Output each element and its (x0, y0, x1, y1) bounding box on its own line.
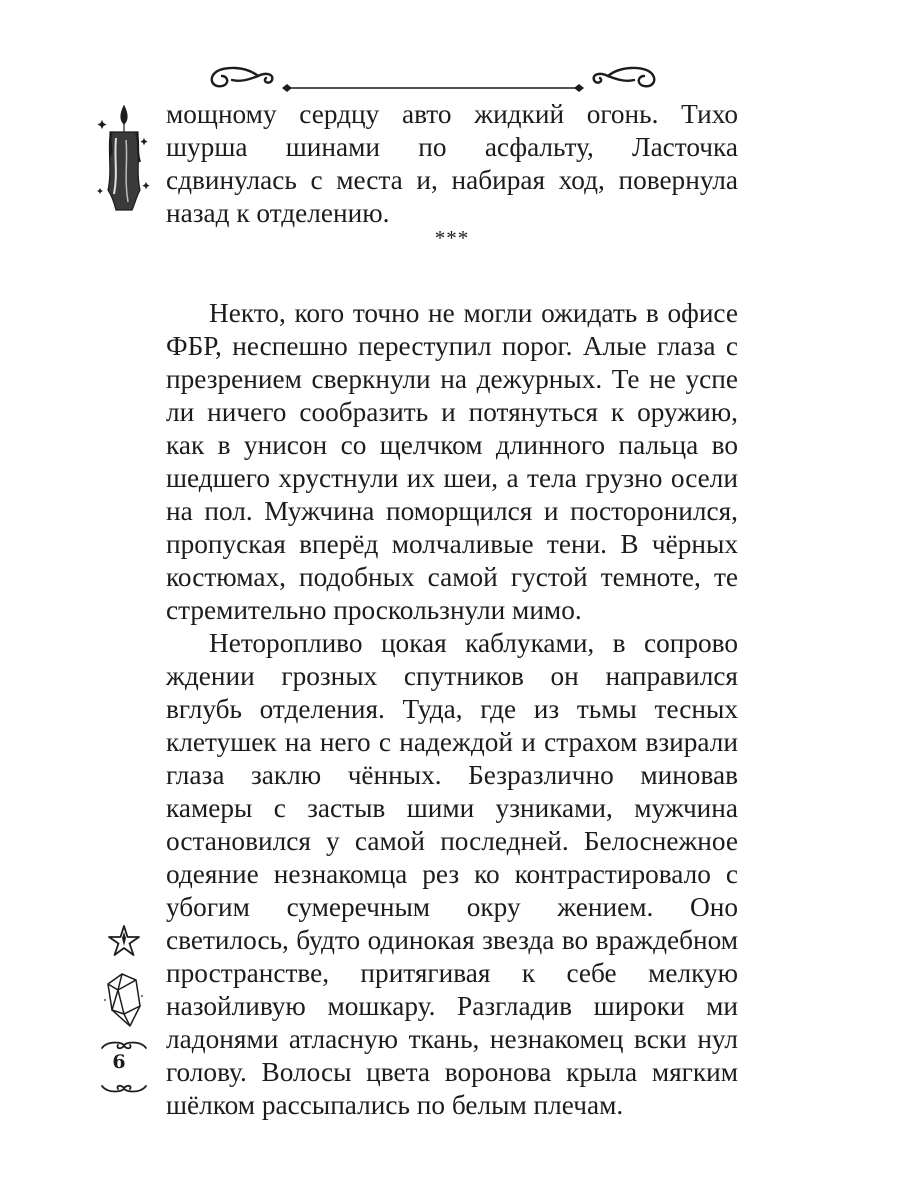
text-line: ФБР, неспешно переступил порог. Алые глаза с (166, 331, 738, 361)
text-line: отделения. Туда, где из тьмы тесных клетушек на (166, 694, 738, 757)
text-line: ждении грозных спутников он направился вглубь (166, 661, 738, 724)
text-line: шедшего хрустнули их шеи, а тела грузно осели (166, 463, 738, 493)
text-line: ми ладонями атласную ткань, незнакомец вски (166, 991, 738, 1054)
text-line: мощному сердцу авто жидкий огонь. Тихо шурша (166, 99, 738, 162)
scene-separator: *** (434, 226, 470, 250)
crystal-icon (102, 970, 144, 1030)
text-line: пропуская вперёд молчаливые тени. В чёрных (166, 529, 738, 559)
star-icon (106, 924, 142, 958)
page-number: 6 (112, 1051, 126, 1073)
text-line: презрением сверкнули на дежурных. Те не успе (166, 364, 738, 394)
text-line: ко контрастировало с убогим сумеречным окру (166, 859, 738, 922)
text-line: шими узниками, мужчина остановился у самой (166, 793, 739, 856)
text-line: во враждебном пространстве, притягивая к себе (166, 925, 739, 988)
main-text (166, 297, 738, 1122)
text-line: шёлком рассыпались по белым плечам. (166, 1090, 624, 1120)
text-line: него с надеждой и страхом взирали глаза заклю (166, 727, 738, 790)
text-line: последней. Белоснежное одеяние незнакомца рез (166, 826, 738, 889)
text-line: на пол. Мужчина поморщился и посторонился, (166, 496, 738, 526)
text-line: шинами по асфальту, Ласточка сдвинулась с места (166, 132, 739, 195)
text-line: стремительно проскользнули мимо. (166, 595, 582, 625)
text-line: нул голову. Волосы цвета воронова крыла мягким (166, 1024, 738, 1087)
text-line: мелкую назойливую мошкару. Разгладив широки (166, 958, 738, 1021)
candle-icon (96, 102, 152, 214)
text-line: костюмах, подобных самой густой темноте, те (166, 562, 738, 592)
text-line: как в унисон со щелчком длинного пальца во (166, 430, 738, 460)
text-line: жением. Оно светилось, будто одинокая звезда (166, 892, 738, 955)
text-line: Некто, кого точно не могли ожидать в офисе (209, 298, 738, 328)
text-line: чённых. Безразлично миновав камеры с застыв (166, 760, 738, 823)
header-flourish-icon (188, 60, 678, 102)
continuation-paragraph (166, 98, 738, 230)
text-line: Неторопливо цокая каблуками, в сопрово (209, 628, 738, 658)
text-line: ли ничего сообразить и потянуться к оружию, (166, 397, 738, 427)
paragraph-2 (166, 627, 738, 1122)
text-line: и, набирая ход, повернула назад к отделению. (166, 165, 738, 228)
paragraph-1 (166, 297, 738, 627)
